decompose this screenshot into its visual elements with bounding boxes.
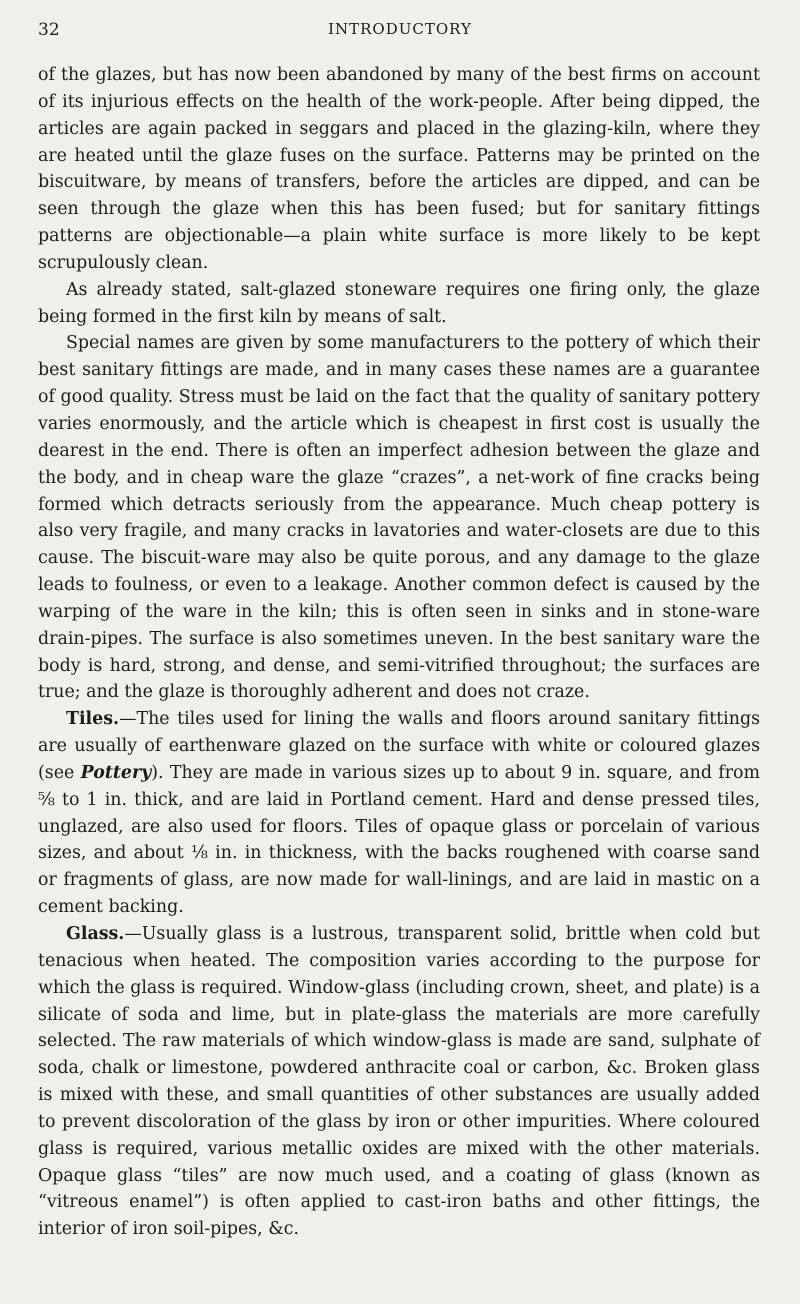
paragraph-tiles bbox=[38, 706, 760, 921]
page-number: 32 bbox=[38, 20, 60, 40]
running-head: INTRODUCTORY bbox=[328, 20, 472, 38]
paragraph-sanitary-pottery: Special names are given by some manufacturers to the pottery of which their best sanitary fittings are made, and in many cases these names are a guarantee of good quality. Stress must be laid on the fact that the quality of sanitary pottery varies enormously, and the article which is cheapest in first cost is usually the dearest in the end. There is often an imperfect adhesion between the glaze and the body, and in cheap ware the glaze “crazes”, a net-work of fine cracks being formed which detracts seriously from the appearance. Much cheap pottery is also very fragile, and many cracks in lavatories and water-closets are due to this cause. The biscuit-ware may also be quite porous, and any damage to the glaze leads to foulness, or even to a leakage. Another common defect is caused by the warping of the ware in the kiln; this is often seen in sinks and in stone-ware drain-pipes. The surface is also sometimes uneven. In the best sanitary ware the body is hard, strong, and dense, and semi-vitrified throughout; the surfaces are true; and the glaze is thoroughly adherent and does not craze. bbox=[38, 333, 760, 703]
cross-reference-pottery: Pottery bbox=[80, 762, 152, 783]
paragraph-glass bbox=[38, 921, 760, 1243]
section-title-glass: Glass. bbox=[66, 924, 125, 944]
paragraph-glazes-continued: of the glazes, but has now been abandoned by many of the best firms on account of its injurious effects on the health of the work-people. After being dipped, the articles are again packed in seggars and placed in the glazing-kiln, where they are heated until the glaze fuses on the surface. Patterns may be printed on the biscuitware, by means of transfers, before the articles are dipped, and can be seen through the glaze when this has been fused; but for sanitary fittings patterns are objectionable—a plain white surface is more likely to be kept scrupulously clean. bbox=[38, 65, 760, 273]
paragraph-tiles-text-2: ). They are made in various sizes up to about 9 in. square, and from ⅝ to 1 in. thick, and are laid in Portland cement. Hard and dense pressed tiles, unglazed, are also used for floors. Tiles of opaque glass or porcelain of various sizes, and about ⅛ in. in thickness, with the backs roughened with coarse sand or fragments of glass, are now made for wall-linings, and are laid in mastic on a cement backing. bbox=[38, 762, 760, 918]
paragraph-tiles-text-1: —The tiles used for lining the walls and floors around sanitary fittings are usually of earthenware glazed on the surface with white or coloured glazes (see bbox=[38, 709, 760, 783]
page-header bbox=[38, 20, 762, 40]
paragraph-glass-text: —Usually glass is a lustrous, transparent solid, brittle when cold but tenacious when heated. The composition varies according to the purpose for which the glass is required. Window-glass (including crown, sheet, and plate) is a silicate of soda and lime, but in plate-glass the materials are more carefully selected. The raw materials of which window-glass is made are sand, sulphate of soda, chalk or limestone, powdered anthracite coal or carbon, &c. Broken glass is mixed with these, and small quantities of other substances are usually added to prevent discoloration of the glass by iron or other impurities. Where coloured glass is required, various metallic oxides are mixed with the other materials. Opaque glass “tiles” are now much used, and a coating of glass (known as “vitreous enamel”) is often applied to cast-iron baths and other fittings, the interior of iron soil-pipes, &c. bbox=[38, 924, 760, 1240]
body-text bbox=[38, 62, 760, 1243]
paragraph-salt-glazed: As already stated, salt-glazed stoneware requires one firing only, the glaze being formed in the first kiln by means of salt. bbox=[38, 279, 760, 327]
section-title-tiles: Tiles. bbox=[66, 709, 120, 730]
